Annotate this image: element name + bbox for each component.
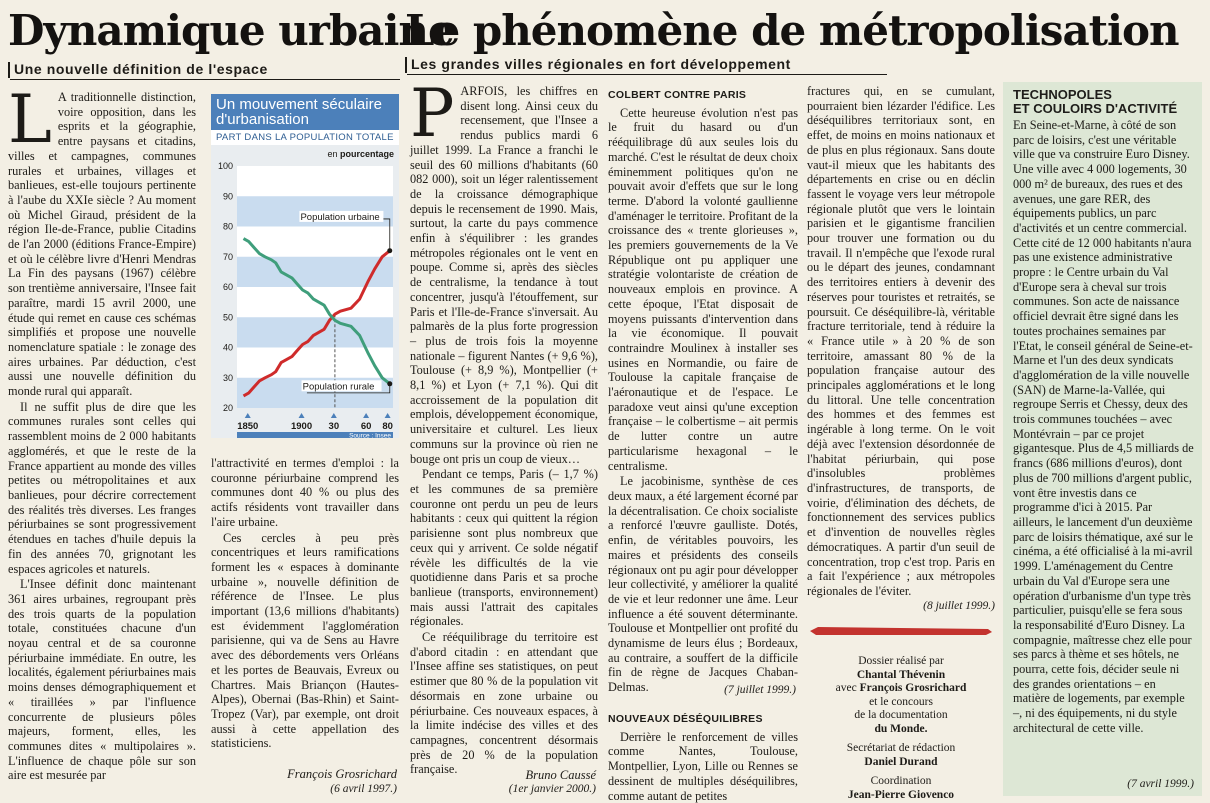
right-column-3 xyxy=(807,84,995,600)
paragraph: fractures qui, en se cumulant, pourraient bien lézarder l'édifice. Les déséquilibres territoriaux sont, en effet, de moins en moins nationaux et de plus en plus régionaux. Sans doute vaut-il mieux que les habitants des départements en crise ou en déclin fassent le voyage vers leur métropole régionale plutôt que vers le lointain parisien et le gigantisme francilien pour trouver une formation ou du travail. Il n'empêche que l'exode rural ou le départ des jeunes, condamnant des territoires entiers à devenir des réserves pour touristes et retraités, se poursuit. Ce déséquilibre-là, véritable fracture territoriale, tend à réduire la « France utile » à 20 % de son territoire, amassant 80 % de la population française autour des principales agglomérations et le long du littoral. Une telle concentration des hommes et des femmes est ingérable à long terme. On le voit déjà avec l'extension désordonnée de l'habitat périurbain, qui pose d'insolubles problèmes d'infrastructures, de transports, de voirie, d'élimination des déchets, de fonctionnement des services publics et d'invention de nouvelles règles démocratiques. A partir d'un seuil de concentration, trop c'est trop. Paris en a fait l'expérience ; aux métropoles régionales de l'éviter. xyxy=(807,84,995,598)
right-kicker: Les grandes villes régionales en fort développement xyxy=(407,56,887,75)
x-tick-label: 60 xyxy=(360,421,372,432)
right-column-2-lower xyxy=(608,712,798,803)
y-tick-label: 20 xyxy=(222,403,233,413)
x-tick-marker xyxy=(331,413,337,418)
credits-line: avec xyxy=(835,682,857,694)
y-tick-label: 70 xyxy=(222,251,233,262)
x-tick-label: 80 xyxy=(382,421,393,432)
credits-line: Coordination xyxy=(870,775,932,787)
credits-box xyxy=(808,655,994,801)
left-column-2 xyxy=(211,456,399,766)
y-tick-label: 50 xyxy=(222,312,233,323)
sidebar-body: En Seine-et-Marne, à côté de son parc de loisirs, c'est une véritable ville que va construire Euro Disney. Une ville avec 4 000 logements, 30 000 m² de bureaux, des rues et des avenues, une gare RER, des équipements publics, un parc d'activités et un centre commercial. Cette cité de 12 000 habitants n'aura pas une existence administrative propre : le Centre urbain du Val d'Europe sera à cheval sur trois communes. Son acte de naissance officiel devrait être signé dans les toutes prochaines semaines par l'Etat, le conseil général de Seine-et-Marne et l'un des deux syndicats d'agglomération de la ville nouvelle (SAN) de Marne-la-Vallée, qui regroupe Serris et Chessy, deux des trois communes touchées – avec Montévrain – par ce projet gigantesque. Plus de 4,5 milliards de francs (686 millions d'euros), dont plus de 700 millions d'argent public, vont être investis dans ce programme d'ici à 2015. Par ailleurs, le lancement d'un deuxième parc de loisirs thématique, axé sur le cinéma, a été officialisé à la mi-avril 1999. L'aménagement du Centre urbain du Val d'Europe sera une opération d'urbanisme d'un type très particulier, puisqu'elle se fera sous la responsabilité d'Euro Disney. La compagnie, maîtresse chez elle pour ses parcs à thème et ses hôtels, ne pourra, cette fois, décider seule ni des grandes orientations – en matière de logements, par exemple –, ni des équipements, ni du style architectural de cette ville. xyxy=(1013,118,1194,735)
y-band xyxy=(237,317,393,347)
credits-line: Secrétariat de rédaction xyxy=(846,742,956,754)
credits-name: du Monde. xyxy=(874,722,928,735)
paragraph: ARFOIS, les chiffres en disent long. Ainsi ceux du recensement, que l'Insee a rendus publics mardi 6 juillet 1999. La France a franchi le seuil des 60 millions d'habitants (60 082 000), soit un léger ralentissement de la croissance démographique depuis le recensement de 1990. Mais, surtout, la carte du pays commence enfin à s'équilibrer : les grandes métropoles régionales ont le vent en poupe. Comme si, après des siècles de centralisme, la tendance à tout concentrer, jusqu'à l'étouffement, sur Paris et l'Ile-de-France s'inversait. Au palmarès de la plus forte progression – plus de trois fois la moyenne nationale – figurent Nantes (+ 9,6 %), Toulouse (+ 8,9 %), Montpellier (+ 8,1 %) et Lyon (+ 7,1 %). Qui dit accroissement de la population dit emplois, développement économique, universitaire et culturel. Les lieux communs sur la province où rien ne bouge ont pris un coup de vieux… xyxy=(410,84,598,466)
chart-title-line-2: d'urbanisation xyxy=(216,111,309,128)
technopoles-sidebar xyxy=(1003,82,1202,796)
paragraph: L'Insee définit donc maintenant 361 aires urbaines, regroupant près des trois quarts de la population totale, constituées chacune d'un noyau central et de sa couronne périurbaine immédiate. En outre, les localités, également périurbaines mais moins denses démographiquement et « tiraillées » par l'influence concurrente de plusieurs pôles majeurs, forment, elles, les communes dites « multipolaires ». L'influence de chaque pôle sur son aire est mesurée par xyxy=(8,577,196,783)
x-tick-marker xyxy=(299,413,305,418)
paragraph: Pendant ce temps, Paris (– 1,7 %) et les communes de sa première couronne ont perdu un peu de leurs habitants : ceux qui quittent la région parisienne sont plus nombreux que ceux qui y arrivent. Ce solde négatif révèle les difficultés de la vie quotidienne dans Paris et sa proche banlieue (transports, environnement) mais aussi l'attrait des capitales régionales. xyxy=(410,467,598,629)
left-byline: François Grosrichard xyxy=(287,767,397,781)
left-column-1 xyxy=(8,81,196,800)
right-date-3: (8 juillet 1999.) xyxy=(923,600,995,612)
sidebar-title-line-2: ET COULOIRS D'ACTIVITÉ xyxy=(1013,101,1178,116)
section-heading-colbert: COLBERT CONTRE PARIS xyxy=(608,89,747,101)
x-tick-marker xyxy=(385,413,391,418)
paragraph: Ce rééquilibrage du territoire est d'abord citadin : en attendant que l'Insee affine ses statistiques, on peut estimer que 80 % de la population vit désormais en zone urbaine ou périurbaine. Ces nouveaux espaces, à la limite indécise des villes et des campagnes, concentrent désormais près de 20 % de la population française. xyxy=(410,630,598,777)
credits-name: François Grosrichard xyxy=(859,682,967,694)
series-label-rural: Population rurale xyxy=(302,381,375,393)
right-date-1: (1er janvier 2000.) xyxy=(508,783,596,795)
y-band xyxy=(237,257,393,287)
x-tick-label: 1900 xyxy=(290,421,313,432)
credits-name: Daniel Durand xyxy=(864,755,938,768)
credits-row xyxy=(808,682,994,696)
credits-line: Dossier réalisé par xyxy=(858,655,944,667)
paragraph: Derrière le renforcement de villes comme Nantes, Toulouse, Montpellier, Lyon, Lille ou Rennes se dessinent de multiples déséquilibres, comme autant de petites xyxy=(608,729,798,803)
chart-title-line-1: Un mouvement séculaire xyxy=(216,96,382,113)
x-tick-label: 1850 xyxy=(237,421,259,432)
left-kicker: Une nouvelle définition de l'espace xyxy=(10,61,400,80)
chart-unit xyxy=(327,149,394,159)
y-tick-label: 60 xyxy=(222,282,233,292)
drop-cap-p: P xyxy=(410,75,455,152)
paragraph: Le jacobinisme, synthèse de ces deux maux, a été largement écorné par la décentralisation. Ce choix socialiste a renforcé l'œuvre gaulliste. Dotés, enfin, de véritables pouvoirs, les maires et présidents des conseils régionaux ont pu agir pour développer leur collectivité, y améliorer la qualité de vie et leur redonner une âme. Leur influence a été souvent déterminante. Toulouse et Montpellier ont profité du dynamisme de leurs élus ; Bordeaux, au contraire, a souffert de la difficile fin de règne de Jacques Chaban-Delmas. xyxy=(608,474,798,695)
drop-cap-l: L xyxy=(8,81,52,158)
urbanisation-chart xyxy=(211,94,399,438)
section-heading-desequilibres: NOUVEAUX DÉSÉQUILIBRES xyxy=(608,713,763,725)
chart-subtitle: PART DANS LA POPULATION TOTALE xyxy=(211,130,399,145)
right-date-2: (7 juillet 1999.) xyxy=(724,684,796,696)
paragraph: Cette heureuse évolution n'est pas le fruit du hasard ou d'un rééquilibrage dû aux seules lois du marché. C'est le résultat de deux choix éminemment politiques qu'on ne pouvait avoir d'effets que sur le long terme. D'abord la volonté gaullienne d'aménager le territoire. Profitant de la croissance des « trente glorieuses », les premiers gouvernements de la Ve République ont pu appliquer une stratégie volontariste de création de nouveaux emplois en province. A cette époque, l'Etat disposait de moyens puissants d'intervention dans la vie économique. Il pouvait contraindre Moulinex à installer ses usines en Normandie, ou faire de Toulouse la capitale française de l'aéronautique et de l'espace. Le paradoxe veut ainsi qu'une exception française – le colbertisme – ait permis de lutter contre un autre particularisme hexagonal – le centralisme. xyxy=(608,105,799,473)
chart-unit-word: pourcentage xyxy=(339,149,394,159)
left-headline: Dynamique urbaine xyxy=(8,6,454,55)
paragraph: A traditionnelle distinction, voire opposition, dans les esprits et la géographie, entre paysans et citadins, villes et campagnes, communes rurales et urbaines, villages et banlieues, est-elle toujours pertinente à l'aube du XXIe siècle ? Au moment où Michel Giraud, président de la région Ile-de-France, publie Citadins de l'an 2000 (éditions France-Empire) et où le célèbre livre d'Henri Mendras La Fin des paysans (1967) célèbre son trentième anniversaire, l'Insee fait paraître, mardi 15 avril 2000, une étude qui remet en cause ces schémas simplifiés et propose une nouvelle nomenclature spatiale : le zonage des aires urbaines. Par déduction, c'est aussi une nouvelle définition du monde rural qui apparaît. xyxy=(8,90,196,399)
x-tick-marker xyxy=(245,413,251,418)
paragraph: Il ne suffit plus de dire que les communes rurales sont celles qui rassemblent moins de 2 000 habitants agglomérés, et que le reste de la France appartient au monde des villes petites ou métropolitaines et aux banlieues, pour décrire correctement des réalités très diverses. Les franges périurbaines se sont progressivement étendues en taches d'huile depuis la fin des années 70, grignotant les espaces agricoles et naturels. xyxy=(8,399,196,576)
series-label-urban: Population urbaine xyxy=(300,211,380,223)
left-date: (6 avril 1997.) xyxy=(330,783,397,795)
right-column-2 xyxy=(608,88,798,700)
y-tick-label: 30 xyxy=(222,372,233,383)
y-tick-label: 90 xyxy=(222,191,233,202)
chart-source: Source : Insee xyxy=(349,432,391,440)
y-tick-label: 80 xyxy=(222,221,233,232)
right-headline: Le phénomène de métropolisation xyxy=(405,6,1179,55)
credits-line: de la documentation xyxy=(854,709,948,721)
sidebar-date: (7 avril 1999.) xyxy=(1127,778,1194,790)
credits-name: Chantal Thévenin xyxy=(856,668,946,681)
credits-line: et le concours xyxy=(869,695,933,708)
x-tick-label: 30 xyxy=(328,421,340,432)
y-tick-label: 40 xyxy=(222,342,233,353)
paragraph: Ces cercles à peu près concentriques et leurs ramifications forment les « espaces à dominante urbaine », nouvelle définition de référence de l'Insee. Le plus important (13,6 millions d'habitants) est évidemment l'agglomération parisienne, qui va de Sens au Havre avec des débordements vers Orléans et les portes de Beauvais, Evreux ou Chartres. Mais Briançon (Hautes-Alpes), Obernai (Bas-Rhin) et Saint-Tropez (Var), par exemple, ont droit aussi à cette appellation des statisticiens. xyxy=(211,530,399,751)
chart-plot xyxy=(211,162,399,438)
right-byline: Bruno Caussé xyxy=(525,768,596,782)
x-tick-marker xyxy=(363,413,369,418)
paragraph: l'attractivité en termes d'emploi : la couronne périurbaine comprend les communes dont 40 % ou plus des actifs résidents vont travailler dans l'aire urbaine. xyxy=(211,456,399,529)
sidebar-title xyxy=(1013,88,1194,116)
red-brush-divider xyxy=(808,625,994,637)
y-tick-label: 100 xyxy=(217,161,233,171)
chart-unit-prefix: en xyxy=(327,149,338,159)
credits-name: Jean-Pierre Giovenco xyxy=(847,788,955,801)
chart-title xyxy=(211,94,399,130)
sidebar-title-line-1: TECHNOPOLES xyxy=(1013,87,1112,102)
